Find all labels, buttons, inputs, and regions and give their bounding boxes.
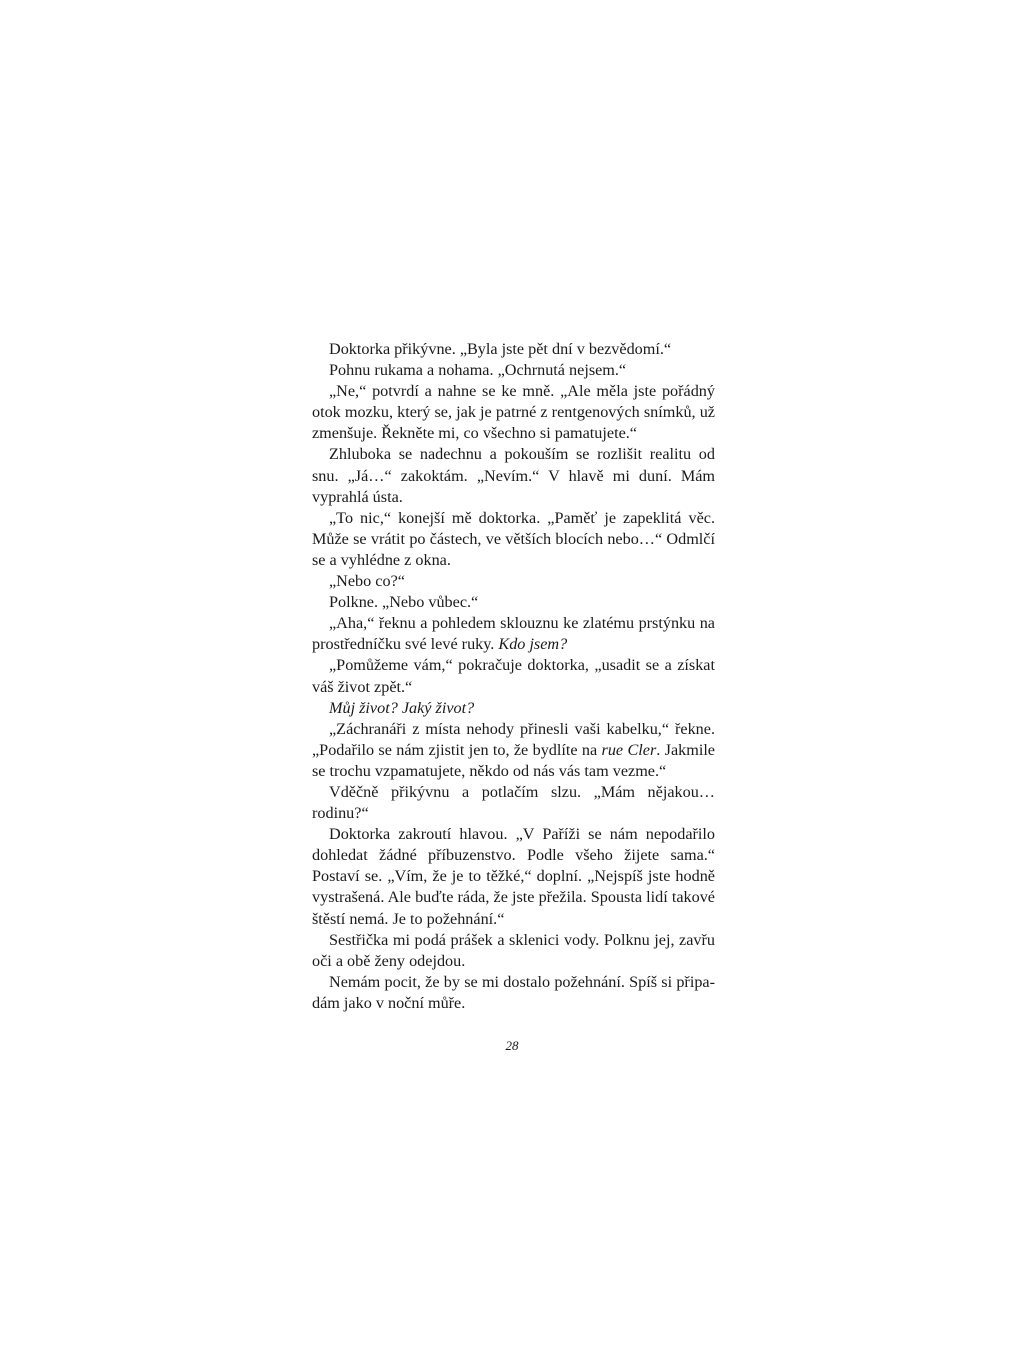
paragraph: Doktorka přikývne. „Byla jste pět dní v bezvědomí.“ — [329, 340, 672, 358]
paragraph: „To nic,“ konejší mě doktorka. „Paměť je zapeklitá věc. Může se vrátit po částech, ve větších blocích nebo…“ Odmlčí se a vyhlédne z okna. — [312, 508, 715, 569]
paragraph: Sestřička mi podá prášek a sklenici vody. Polknu jej, zavřu oči a obě ženy odejdou. — [312, 930, 715, 970]
paragraph: „Nebo co?“ — [329, 572, 405, 591]
italic-thought: Kdo jsem? — [498, 635, 568, 654]
paragraph: „Pomůžeme vám,“ pokračuje doktorka, „usadit se a získat váš život zpět.“ — [312, 656, 715, 696]
italic-street-name: rue Cler — [601, 740, 657, 759]
paragraph: „Aha,“ řeknu a pohledem sklouznu ke zlatému prstýnku na prostředníčku své levé ruky. Kdo jsem? — [312, 614, 715, 654]
paragraph: Pohnu rukama a nohama. „Ochrnutá nejsem.“ — [329, 361, 627, 380]
page-number: 28 — [505, 1038, 519, 1053]
paragraph: „Ne,“ potvrdí a nahne se ke mně. „Ale měla jste pořádný otok mozku, který se, jak je patrné z rentgenových snímků, už zmenšuje. Řekněte mi, co všechno si pamatujete.“ — [312, 382, 715, 443]
paragraph: Vděčně přikývnu a potlačím slzu. „Mám nějakou… rodinu?“ — [312, 782, 715, 823]
paragraph-italic-thought: Můj život? Jaký život? — [329, 698, 475, 717]
paragraph: Polkne. „Nebo vůbec.“ — [329, 593, 479, 612]
paragraph: Nemám pocit, že by se mi dostalo požehnání. Spíš si připadám jako v noční můře. — [312, 972, 715, 1012]
paragraph: Doktorka zakroutí hlavou. „V Paříži se nám nepodařilo dohledat žádné příbuzenstvo. Podle všeho žijete sama.“ Postaví se. „Vím, že je to těžké,“ doplní. „Nejspíš jste hodně vystrašená. Ale buďte ráda, že jste přežila. Spousta lidí takové štěstí nemá. Je to požehnání.“ — [312, 825, 715, 928]
paragraph: Zhluboka se nadechnu a pokouším se rozlišit realitu od snu. „Já…“ zakoktám. „Nevím.“ V hlavě mi duní. Mám vyprahlá ústa. — [312, 445, 715, 506]
paragraph: „Záchranáři z místa nehody přinesli vaši kabelku,“ řekne. „Podařilo se nám zjistit jen to, že bydlíte na rue Cler. Jakmile se trochu vzpamatujete, někdo od nás vás tam vezme.“ — [312, 719, 715, 780]
body-text — [312, 339, 715, 1014]
